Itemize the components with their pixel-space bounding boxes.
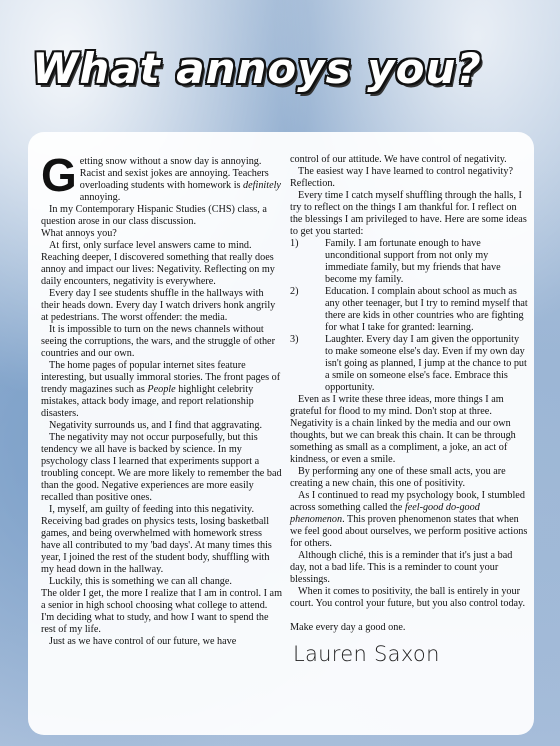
spacer [290,610,528,622]
paragraph: By performing any one of these small acts, you are creating a new chain, this one of positivity. [290,466,506,489]
signature: Lauren Saxon [293,642,440,666]
list-item: 2) Education. I complain about school as much as any other teenager, but I try to remind myself that there are kids in other countries who are fighting for what I take for granted: learning. [290,286,528,333]
paragraph: Negativity surrounds us, and I find that aggravating. [49,420,263,431]
paragraph: Every day I see students shuffle in the hallways with their heads down. Every day I watch drivers honk angrily at pedestrians. The worst offender: the media. [41,288,276,323]
paragraph: In my Contemporary Hispanic Studies (CHS) class, a question arose in our class discussion. [41,204,267,227]
opening-paragraph: Getting snow without a snow day is annoying. Racist and sexist jokes are annoying. Teachers overloading students with homework is definitely annoying. [41,149,281,203]
drop-cap: G [41,149,77,201]
paragraph: Every time I catch myself shuffling through the halls, I try to reflect on the things I am thankful for. I reflect on the blessings I am privileged to have. Here are some ideas to get you started: [290,190,527,237]
paragraph: Although cliché, this is a reminder that it's just a bad day, not a bad life. This is a reminder to count your blessings. [290,550,513,585]
right-column [290,154,528,666]
paragraph: It is impossible to turn on the news channels without seeing the corruptions, the wars, and the struggle of other countries and our own. [41,324,275,359]
paragraph: I, myself, am guilty of feeding into this negativity. Receiving bad grades on physics tests, losing basketball games, and being overwhelmed with homework stress have all contributed to my 'bad days'. At many times this year, I joined the rest of the student body, shuffling with my head down in the hallway. [41,504,272,575]
paragraph: As I continued to read my psychology book, I stumbled across something called the feel-good do-good phenomenon. This proven phenomenon states that when we feel good about ourselves, we perform positive actions for others. [290,490,528,549]
headline: What annoys you? [32,44,482,93]
left-column [41,149,283,648]
paragraph: When it comes to positivity, the ball is entirely in your court. You control your future, but you also control today. [290,586,526,609]
paragraph: The home pages of popular internet sites feature interesting, but usually immoral stories. The front pages of trendy magazines such as People highlight celebrity mistakes, attack body image, and report relationship disasters. [41,360,281,419]
list-item: 3) Laughter. Every day I am given the opportunity to make someone else's day. Even if my own day isn't going as planned, I jump at the chance to put a smile on someone else's face. Embrace this opportunity. [290,334,527,393]
paragraph: What annoys you? [41,228,117,239]
paragraph: Just as we have control of our future, we have [49,636,237,647]
paragraph: At first, only surface level answers came to mind. Reaching deeper, I discovered something that really does annoy and impact our lives: Negativity. Reflecting on my daily encounters, negativity is everywhere. [41,240,275,287]
paragraph: Luckily, this is something we can all change. [49,576,232,587]
paragraph: The negativity may not occur purposefully, but this tendency we all have is backed by science. In my psychology class I learned that experiments support a troubling concept. We are more likely to remember the bad than the good. Negative experiences are more easily recalled than positive ones. [41,432,282,503]
paragraph: The older I get, the more I realize that I am in control. I am a senior in high school choosing what college to attend. I'm deciding what to study, and how I want to spend the rest of my life. [41,588,283,635]
paragraph: The easiest way I have learned to control negativity? Reflection. [290,166,513,189]
article-panel [28,132,534,735]
paragraph: Even as I write these three ideas, more things I am grateful for flood to my mind. Don't stop at three. Negativity is a chain linked by the media and our own thoughts, but we can break this chain. It can be through something as small as a compliment, a joke, an act of kindness, or even a smile. [290,394,516,465]
list-item: 1) Family. I am fortunate enough to have unconditional support from not only my immediate family, but my friends that have become my family. [290,238,501,285]
paragraph: control of our attitude. We have control of negativity. [290,154,507,165]
closing-line: Make every day a good one. [290,622,406,633]
